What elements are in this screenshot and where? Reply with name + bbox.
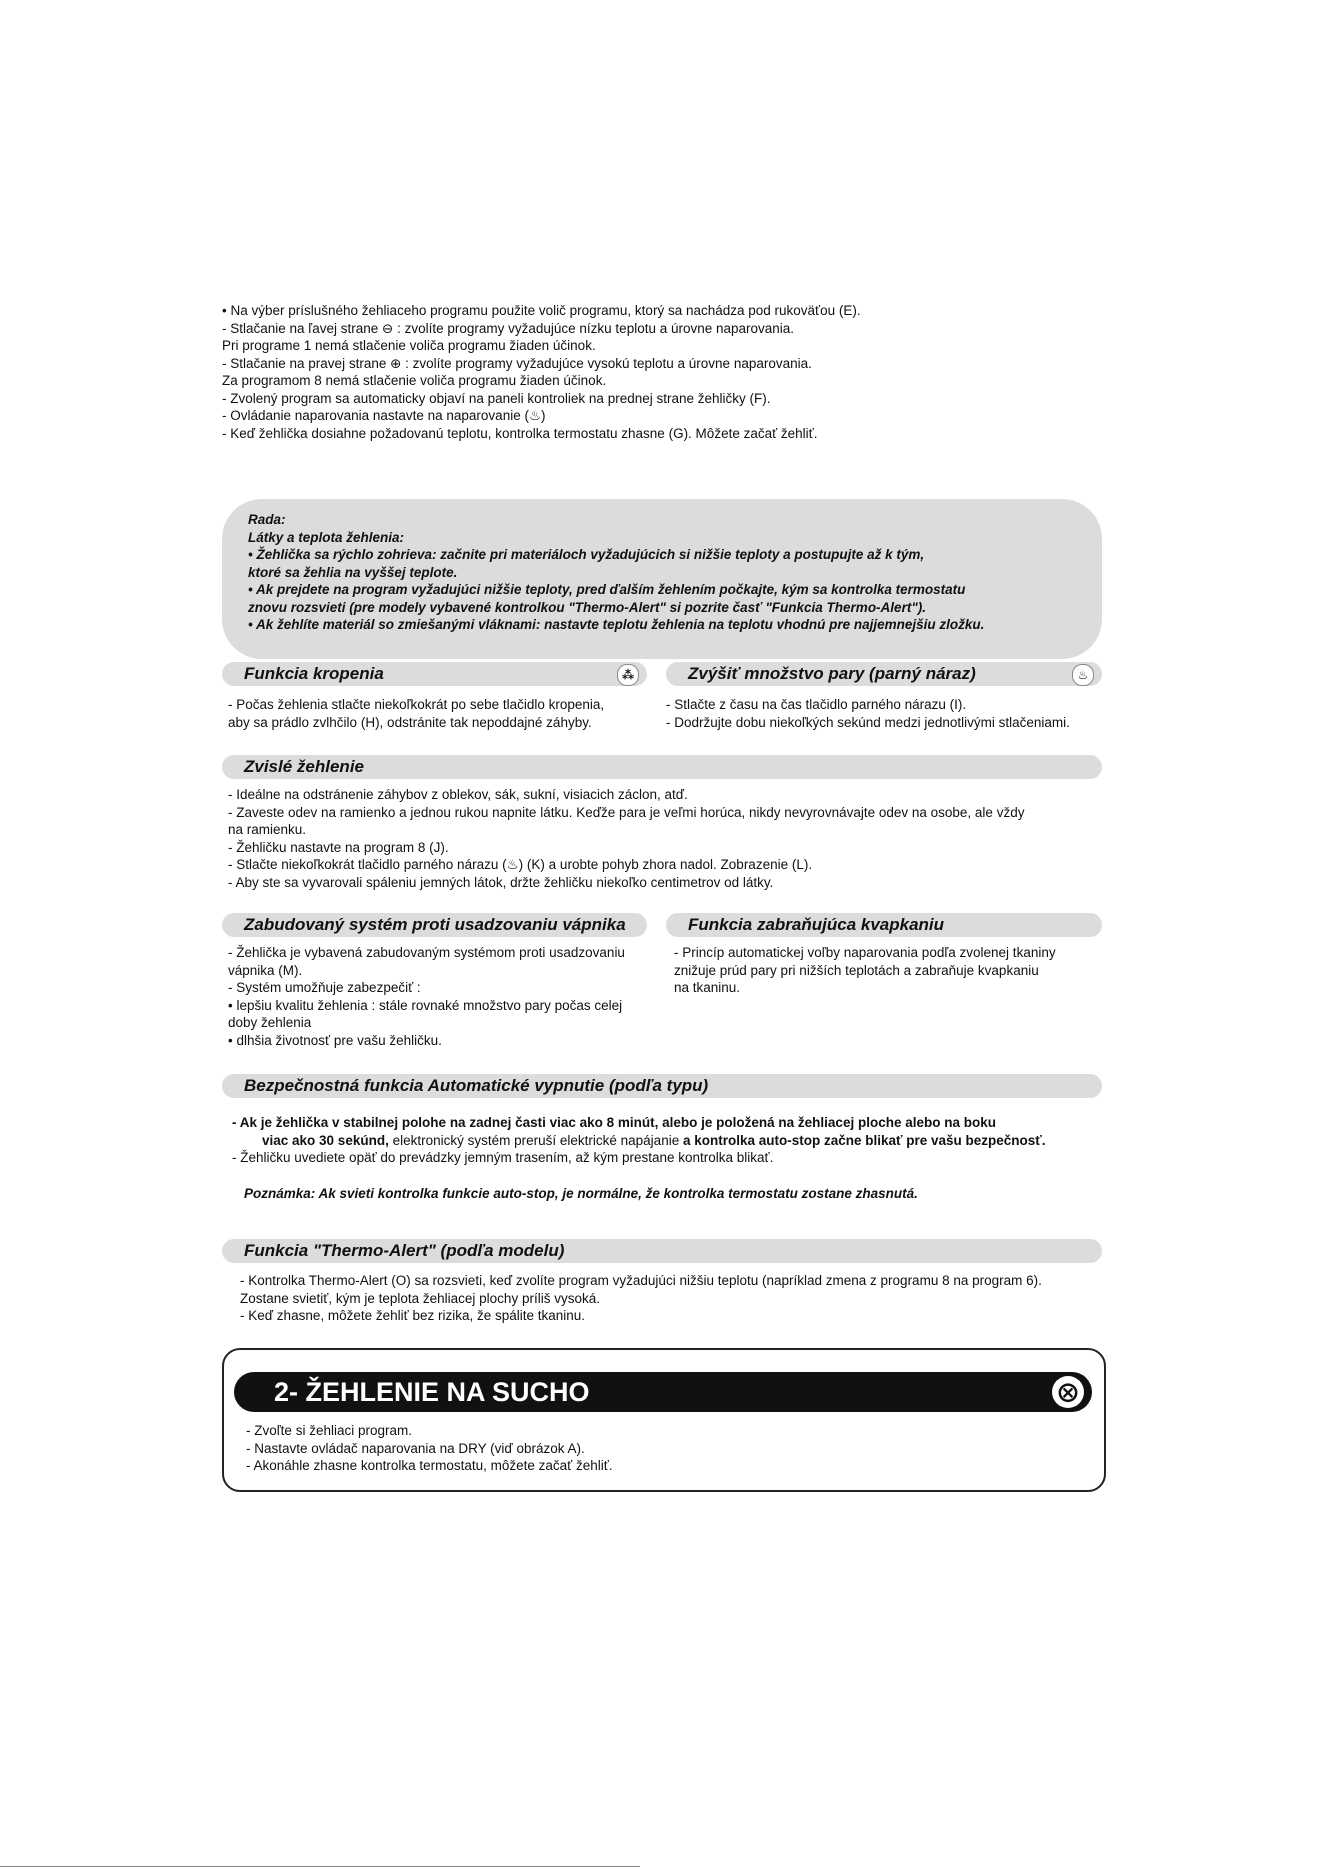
thermo-title: Funkcia "Thermo-Alert" (podľa modelu)	[244, 1241, 565, 1260]
tip-line: • Žehlička sa rýchlo zohrieva: začnite pri materiáloch vyžadujúcich si nižšie teploty a postupujte až k tým,	[248, 547, 925, 562]
intro-line: - Zvolený program sa automaticky objaví na paneli kontroliek na prednej strane žehličky (F).	[222, 390, 771, 406]
antiscale-line: doby žehlenia	[228, 1015, 312, 1030]
antiscale-line: • dlhšia životnosť pre vašu žehličku.	[228, 1032, 442, 1048]
thermo-line: - Kontrolka Thermo-Alert (O) sa rozsvieti, keď zvolíte program vyžadujúci nižšiu teplotu (napríklad zmena z programu 8 na program 6).	[240, 1273, 1042, 1288]
spray-title: Funkcia kropenia	[244, 664, 384, 683]
antidrip-title: Funkcia zabraňujúca kvapkaniu	[688, 915, 945, 934]
antiscale-line: • lepšiu kvalitu žehlenia : stále rovnaké množstvo pary počas celej	[228, 997, 623, 1013]
tip-line: ktoré sa žehlia na vyššej teplote.	[248, 564, 458, 580]
vertical-title: Zvislé žehlenie	[244, 757, 364, 776]
intro-line: Za programom 8 nemá stlačenie voliča programu žiaden účinok.	[222, 373, 607, 388]
vertical-line: - Žehličku nastavte na program 8 (J).	[228, 839, 449, 855]
thermo-line: - Keď zhasne, môžete žehliť bez rizika, že spálite tkaninu.	[240, 1308, 586, 1323]
dry-ironing-box	[222, 1348, 1106, 1492]
autooff-line: - Žehličku uvediete opäť do prevádzky jemným trasením, až kým prestane kontrolka blikať.	[232, 1150, 774, 1165]
intro-line: - Ovládanie naparovania nastavte na naparovanie (♨)	[222, 408, 546, 423]
steam-section-header	[666, 662, 1102, 686]
steam-burst-icon: ♨	[1072, 664, 1094, 686]
antiscale-title: Zabudovaný systém proti usadzovaniu vápnika	[244, 915, 626, 934]
dry-line: - Zvoľte si žehliaci program.	[246, 1423, 412, 1438]
tip-line: • Ak prejdete na program vyžadujúci nižšie teploty, pred ďalším žehlením počkajte, kým sa kontrolka termostatu	[248, 582, 966, 597]
intro-line: - Stlačanie na pravej strane ⊕ : zvolíte programy vyžadujúce vysokú teplotu a úrovne naparovania.	[222, 355, 812, 371]
thermo-line: Zostane svietiť, kým je teplota žehliacej plochy príliš vysoká.	[240, 1290, 600, 1306]
autooff-line	[232, 1132, 1046, 1150]
steam-title: Zvýšiť množstvo pary (parný náraz)	[688, 664, 976, 683]
antiscale-section-header	[222, 913, 647, 937]
antiscale-line: - Žehlička je vybavená zabudovaným systémom proti usadzovaniu	[228, 945, 625, 960]
thermo-body	[240, 1272, 1042, 1325]
vertical-line: - Stlačte niekoľkokrát tlačidlo parného nárazu (♨) (K) a urobte pohyb zhora nadol. Zobrazenie (L).	[228, 857, 813, 872]
vertical-line: na ramienku.	[228, 822, 307, 837]
autooff-body	[232, 1114, 1046, 1202]
steam-body	[666, 696, 1070, 731]
intro-line: • Na výber príslušného žehliaceho programu použite volič programu, ktorý sa nachádza pod rukoväťou (E).	[222, 303, 861, 318]
thermo-section-header	[222, 1239, 1102, 1263]
intro-line: Pri programe 1 nemá stlačenie voliča programu žiaden účinok.	[222, 338, 596, 353]
tip-line: • Ak žehlíte materiál so zmiešanými vláknami: nastavte teplotu žehlenia na teplotu vhodnú pre najjemnejšiu zložku.	[248, 617, 985, 632]
steam-line: - Dodržujte dobu niekoľkých sekúnd medzi jednotlivými stlačeniami.	[666, 714, 1070, 730]
tip-box	[222, 499, 1102, 659]
autooff-section-header	[222, 1074, 1102, 1098]
spray-icon: ⁂	[617, 664, 639, 686]
vertical-line: - Zaveste odev na ramienko a jednou rukou napnite látku. Keďže para je veľmi horúca, nikdy nevyrovnávajte odev na osobe, ale vždy	[228, 804, 1025, 820]
antidrip-line: - Princíp automatickej voľby naparovania podľa zvolenej tkaniny	[674, 945, 1056, 960]
autooff-line-normal: elektronický systém preruší elektrické napájanie	[388, 1132, 683, 1148]
dry-iron-icon: ⨂	[1052, 1376, 1084, 1408]
spray-line: aby sa prádlo zvlhčilo (H), odstránite tak nepoddajné záhyby.	[228, 714, 592, 730]
dry-line: - Akonáhle zhasne kontrolka termostatu, môžete začať žehliť.	[246, 1458, 613, 1473]
autooff-line-bold: viac ako 30 sekúnd,	[262, 1132, 389, 1148]
dry-ironing-header	[234, 1372, 1092, 1412]
tip-heading: Rada:	[248, 512, 286, 527]
tip-line: znovu rozsvieti (pre modely vybavené kontrolkou "Thermo-Alert" si pozrite časť "Funkcia Thermo-Alert").	[248, 599, 926, 615]
antiscale-line: - Systém umožňuje zabezpečiť :	[228, 980, 421, 995]
tip-subheading: Látky a teplota žehlenia:	[248, 529, 405, 545]
dry-line: - Nastavte ovládač naparovania na DRY (viď obrázok A).	[246, 1440, 585, 1456]
steam-line: - Stlačte z času na čas tlačidlo parného nárazu (I).	[666, 697, 967, 712]
antidrip-line: na tkaninu.	[674, 980, 741, 995]
spray-line: - Počas žehlenia stlačte niekoľkokrát po sebe tlačidlo kropenia,	[228, 697, 605, 712]
spray-section-header	[222, 662, 647, 686]
autooff-note: Poznámka: Ak svieti kontrolka funkcie auto-stop, je normálne, že kontrolka termostatu zostane zhasnutá.	[244, 1185, 918, 1201]
antidrip-line: znižuje prúd pary pri nižších teplotách a zabraňuje kvapkaniu	[674, 962, 1039, 978]
dry-ironing-title: 2- ŽEHLENIE NA SUCHO	[274, 1377, 590, 1407]
antiscale-line: vápnika (M).	[228, 962, 303, 978]
intro-list	[222, 302, 861, 442]
footer-rule	[0, 1866, 640, 1867]
autooff-title: Bezpečnostná funkcia Automatické vypnutie (podľa typu)	[244, 1076, 709, 1095]
intro-line: - Stlačanie na ľavej strane ⊖ : zvolíte programy vyžadujúce nízku teplotu a úrovne naparovania.	[222, 320, 795, 336]
vertical-body	[228, 786, 1024, 891]
intro-line: - Keď žehlička dosiahne požadovanú teplotu, kontrolka termostatu zhasne (G). Môžete začať žehliť.	[222, 425, 818, 441]
antidrip-section-header	[666, 913, 1102, 937]
vertical-line: - Ideálne na odstránenie záhybov z oblekov, sák, sukní, visiacich záclon, atď.	[228, 787, 688, 802]
antiscale-body	[228, 944, 625, 1049]
autooff-line-bold: a kontrolka auto-stop začne blikať pre vašu bezpečnosť.	[682, 1132, 1046, 1148]
vertical-section-header	[222, 755, 1102, 779]
spray-body	[228, 696, 604, 731]
autooff-line: - Ak je žehlička v stabilnej polohe na zadnej časti viac ako 8 minút, alebo je položená na žehliacej ploche alebo na boku	[232, 1115, 996, 1130]
vertical-line: - Aby ste sa vyvarovali spáleniu jemných látok, držte žehličku niekoľko centimetrov od látky.	[228, 874, 774, 890]
antidrip-body	[674, 944, 1056, 997]
